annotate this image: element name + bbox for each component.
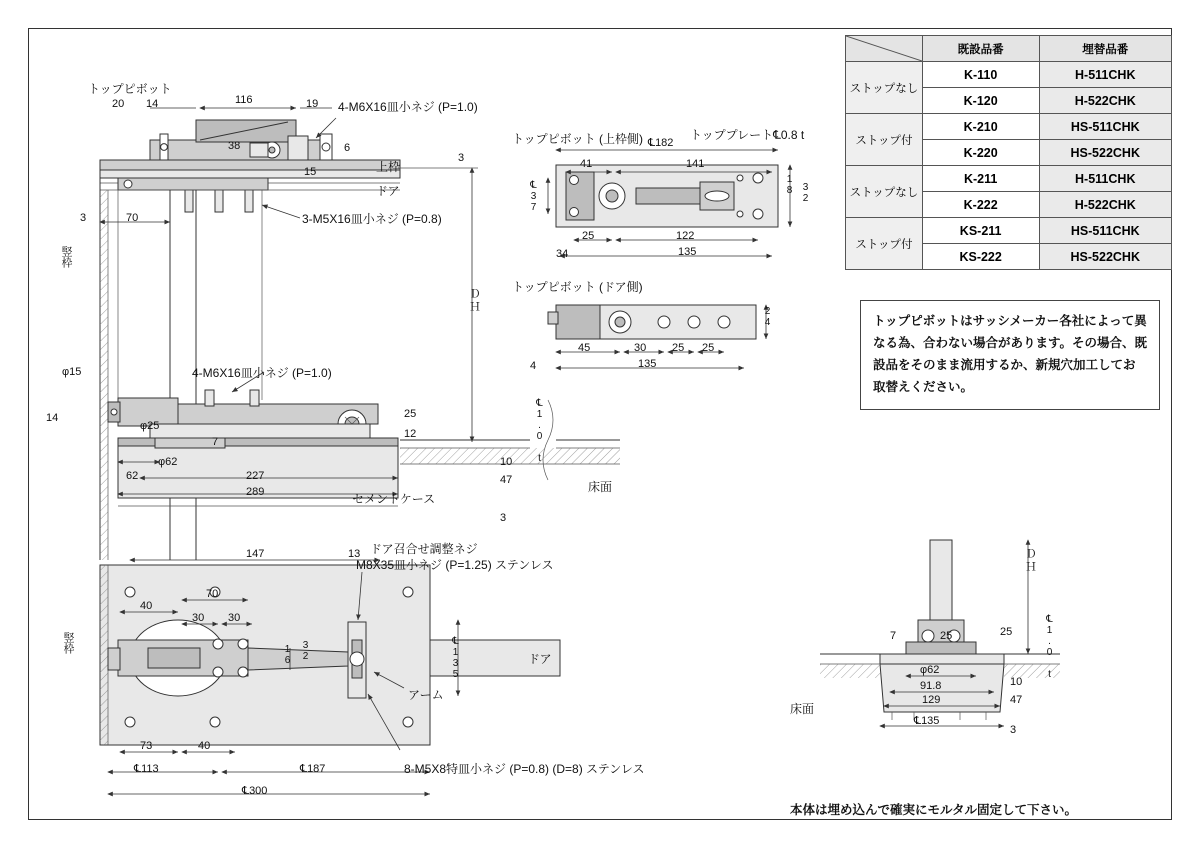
label-adjust-screw-title: ドア召合せ調整ネジ bbox=[370, 542, 478, 556]
table-corner-cell bbox=[846, 36, 923, 62]
label-screw-4m6-top: 4-M6X16皿小ネジ (P=1.0) bbox=[338, 100, 478, 114]
dim-phi25: φ25 bbox=[140, 420, 160, 432]
note-box: トップピボットはサッシメーカー各社によって異なる為、合わない場合があります。その場合、既設品をそのまま流用するか、新規穴加工してお取替えください。 bbox=[860, 300, 1160, 410]
dim-7-sv: 7 bbox=[890, 630, 897, 642]
label-upper-frame: 上枠 bbox=[376, 160, 401, 174]
dim-12: 12 bbox=[404, 428, 417, 440]
dim-40: 40 bbox=[140, 600, 153, 612]
dim-70: 70 bbox=[126, 212, 139, 224]
dim-34: 34 bbox=[556, 248, 569, 260]
dim-135-sv: ℄135 bbox=[914, 715, 940, 727]
label-top-pivot: トップピボット bbox=[88, 82, 172, 96]
table-cell-old: KS-211 bbox=[922, 218, 1039, 244]
dim-14b: 14 bbox=[46, 412, 59, 424]
dim-918: 91.8 bbox=[920, 680, 942, 692]
dim-45: 45 bbox=[578, 342, 591, 354]
label-top-pivot-frame-side: トップピボット (上枠側) bbox=[512, 132, 643, 146]
dim-phi62-sv: φ62 bbox=[920, 664, 940, 676]
dim-24: 24 bbox=[762, 306, 773, 328]
spec-table bbox=[845, 35, 1172, 270]
dim-7: 7 bbox=[212, 436, 219, 448]
dim-30b: 30 bbox=[228, 612, 241, 624]
dim-3b: 3 bbox=[80, 212, 87, 224]
dim-141: 141 bbox=[686, 158, 705, 170]
dim-32-pl: 32 bbox=[300, 640, 311, 662]
table-group-label: ストップなし bbox=[846, 166, 923, 218]
dim-15: 15 bbox=[304, 166, 317, 178]
dim-135-pl: ℄135 bbox=[450, 636, 461, 680]
table-row bbox=[846, 218, 1172, 244]
table-group-label: ストップなし bbox=[846, 62, 923, 114]
label-vertical-frame: 竪枠 bbox=[60, 246, 72, 268]
dim-37: ℄37 bbox=[528, 180, 539, 213]
label-floor: 床面 bbox=[588, 480, 613, 494]
bottom-note: 本体は埋め込んで確実にモルタル固定して下さい。 bbox=[790, 803, 1078, 817]
table-cell-new: HS-511CHK bbox=[1039, 218, 1171, 244]
table-cell-new: HS-522CHK bbox=[1039, 244, 1171, 270]
dim-32: 32 bbox=[800, 182, 811, 204]
dim-40b: 40 bbox=[198, 740, 211, 752]
dim-25b-dp: 25 bbox=[702, 342, 715, 354]
dim-300: ℄300 bbox=[242, 785, 268, 797]
table-cell-old: K-210 bbox=[922, 114, 1039, 140]
table-row bbox=[846, 166, 1172, 192]
dim-25a-dp: 25 bbox=[672, 342, 685, 354]
table-cell-old: KS-222 bbox=[922, 244, 1039, 270]
dim-20: 20 bbox=[112, 98, 125, 110]
dim-73: 73 bbox=[140, 740, 153, 752]
table-row bbox=[846, 62, 1172, 88]
dim-47: 47 bbox=[500, 474, 513, 486]
label-screw-4m6-bottom: 4-M6X16皿小ネジ (P=1.0) bbox=[192, 366, 332, 380]
dim-t10-sv: ℄1.0 t bbox=[1044, 614, 1055, 680]
dim-14: 14 bbox=[146, 98, 159, 110]
dim-289: 289 bbox=[246, 486, 265, 498]
dim-70-pl: 70 bbox=[206, 588, 219, 600]
label-door-2: ドア bbox=[528, 652, 552, 666]
dim-4: 4 bbox=[530, 360, 537, 372]
label-dh-2: ＤＨ bbox=[1024, 548, 1036, 574]
dim-116: 116 bbox=[235, 94, 253, 106]
table-group-label: ストップ付 bbox=[846, 114, 923, 166]
dim-129: 129 bbox=[922, 694, 941, 706]
dim-25: 25 bbox=[404, 408, 417, 420]
dim-10-sv: 10 bbox=[1010, 676, 1023, 688]
dim-47-sv: 47 bbox=[1010, 694, 1023, 706]
dim-phi15: φ15 bbox=[62, 366, 82, 378]
table-cell-new: H-522CHK bbox=[1039, 192, 1171, 218]
dim-6: 6 bbox=[344, 142, 351, 154]
dim-19: 19 bbox=[306, 98, 319, 110]
dim-182: ℄182 bbox=[648, 137, 674, 149]
table-cell-new: HS-511CHK bbox=[1039, 114, 1171, 140]
dim-18: 18 bbox=[784, 174, 795, 196]
dim-3c: 3 bbox=[500, 512, 507, 524]
label-dh: ＤＨ bbox=[468, 288, 480, 314]
dim-16: 16 bbox=[282, 644, 293, 666]
dim-30a: 30 bbox=[192, 612, 205, 624]
table-cell-old: K-211 bbox=[922, 166, 1039, 192]
table-cell-old: K-220 bbox=[922, 140, 1039, 166]
dim-t10: ℄1.0 t bbox=[534, 398, 545, 464]
label-arm: アーム bbox=[408, 688, 444, 702]
dim-62: 62 bbox=[126, 470, 139, 482]
label-top-pivot-door-side: トップピボット (ドア側) bbox=[512, 280, 643, 294]
dim-122: 122 bbox=[676, 230, 695, 242]
table-group-label: ストップ付 bbox=[846, 218, 923, 270]
label-cement-case: セメントケース bbox=[352, 492, 436, 506]
dim-227: 227 bbox=[246, 470, 265, 482]
dim-3-sv: 3 bbox=[1010, 724, 1017, 736]
dim-25-tp: 25 bbox=[582, 230, 595, 242]
label-door: ドア bbox=[376, 184, 400, 198]
dim-25a-sv: 25 bbox=[940, 630, 953, 642]
dim-135-tp: 135 bbox=[678, 246, 697, 258]
label-top-plate-thickness: トッププレート℄0.8 t bbox=[690, 128, 805, 142]
label-floor-2: 床面 bbox=[790, 702, 815, 716]
label-screw-3m5: 3-M5X16皿小ネジ (P=0.8) bbox=[302, 212, 442, 226]
dim-10: 10 bbox=[500, 456, 513, 468]
table-row bbox=[846, 114, 1172, 140]
label-adjust-screw-spec: M8X35皿小ネジ (P=1.25) ステンレス bbox=[356, 558, 554, 572]
table-cell-new: HS-522CHK bbox=[1039, 140, 1171, 166]
dim-135-dp: 135 bbox=[638, 358, 657, 370]
dim-13: 13 bbox=[348, 548, 361, 560]
label-screw-8m5: 8-M5X8特皿小ネジ (P=0.8) (D=8) ステンレス bbox=[404, 762, 645, 776]
table-cell-old: K-222 bbox=[922, 192, 1039, 218]
table-header-new: 埋替品番 bbox=[1039, 36, 1171, 62]
table-header-old: 既設品番 bbox=[922, 36, 1039, 62]
dim-38: 38 bbox=[228, 140, 241, 152]
dim-147: 147 bbox=[246, 548, 265, 560]
table-cell-new: H-522CHK bbox=[1039, 88, 1171, 114]
table-body bbox=[846, 62, 1172, 270]
table-cell-new: H-511CHK bbox=[1039, 62, 1171, 88]
table-cell-old: K-110 bbox=[922, 62, 1039, 88]
dim-187: ℄187 bbox=[300, 763, 326, 775]
dim-25b-sv: 25 bbox=[1000, 626, 1013, 638]
table-header-row bbox=[846, 36, 1172, 62]
dim-30: 30 bbox=[634, 342, 647, 354]
dim-41: 41 bbox=[580, 158, 593, 170]
dim-3a: 3 bbox=[458, 152, 465, 164]
label-vertical-frame-2: 竪枠 bbox=[62, 632, 74, 654]
dim-phi62: φ62 bbox=[158, 456, 178, 468]
dim-113: ℄113 bbox=[134, 763, 159, 775]
table-cell-new: H-511CHK bbox=[1039, 166, 1171, 192]
table-cell-old: K-120 bbox=[922, 88, 1039, 114]
